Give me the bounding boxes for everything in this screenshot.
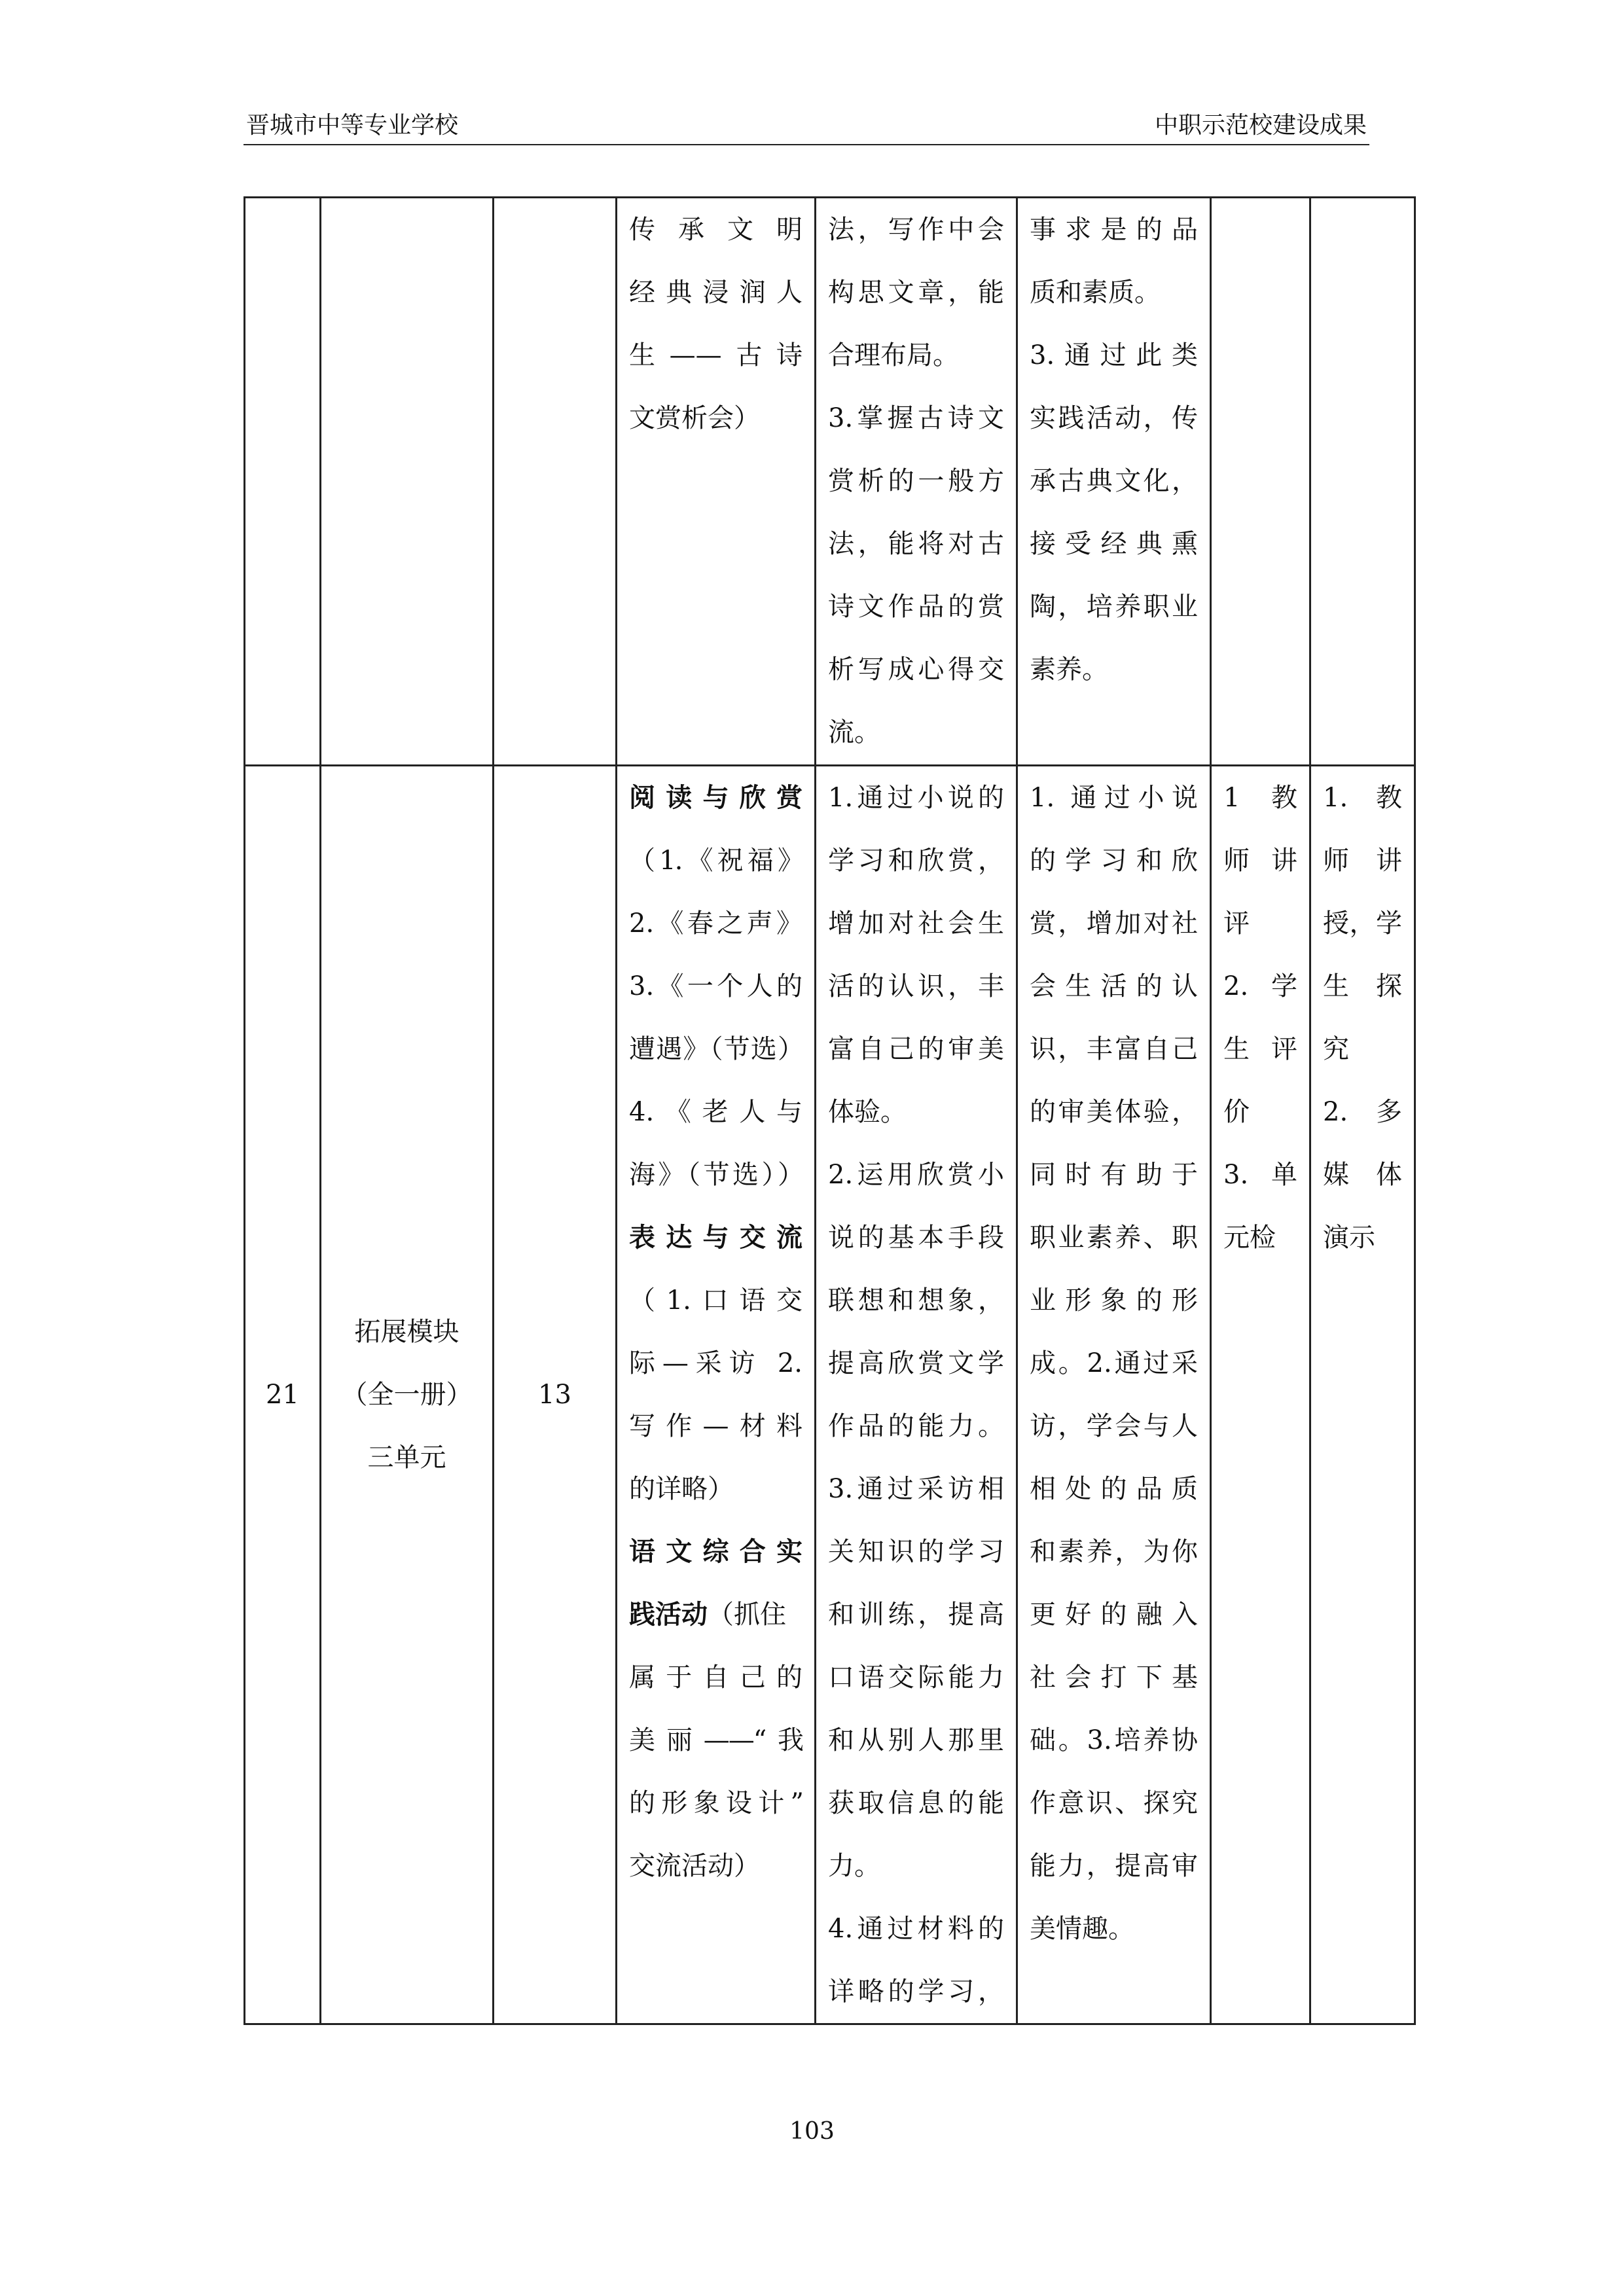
text-line: 1 教 xyxy=(1223,783,1297,813)
text-line: 相处的品质 xyxy=(1030,1474,1198,1504)
cell-module xyxy=(321,198,494,766)
text-line: 增加对社会生 xyxy=(828,908,1004,939)
text-line: 社会打下基 xyxy=(1030,1662,1198,1693)
text-line: 拓展模块 xyxy=(354,1317,460,1347)
text-line: 美情趣。 xyxy=(1030,1914,1134,1944)
text-line: 流。 xyxy=(828,717,880,747)
text-line: 赏析的一般方 xyxy=(828,466,1004,496)
section-heading: 阅读与欣赏 xyxy=(629,782,803,813)
cell-no xyxy=(245,198,321,766)
text-line: 究 xyxy=(1323,1034,1349,1064)
text-line: 美丽——“我 xyxy=(629,1725,803,1755)
text-line: （1.《祝福》 xyxy=(629,846,803,876)
cell-goals xyxy=(816,198,1017,766)
text-line: 师讲 xyxy=(1323,846,1402,876)
text-line: 业形象的形 xyxy=(1030,1285,1198,1316)
text-line: 访，学会与人 xyxy=(1030,1411,1198,1441)
text-line: 析写成心得交 xyxy=(828,655,1004,685)
cell-hours: 13 xyxy=(494,766,617,2024)
text-line: 获取信息的能 xyxy=(828,1788,1004,1818)
text-line: 诗文作品的赏 xyxy=(828,592,1004,622)
page-number: 103 xyxy=(789,2118,835,2145)
text-line: 提高欣赏文学 xyxy=(828,1348,1004,1378)
text-line: 识，丰富自己 xyxy=(1030,1034,1198,1064)
text-line: 关知识的学习 xyxy=(828,1537,1004,1567)
section-heading: 语文综合实 xyxy=(629,1536,803,1567)
text-line: 师讲 xyxy=(1223,846,1297,876)
text-line: 事求是的品 xyxy=(1030,215,1198,245)
cell-evaluation xyxy=(1211,198,1310,766)
text-line: 1. 通过小说 xyxy=(1030,783,1198,813)
text-line: 的学习和欣 xyxy=(1030,846,1198,876)
text-line: 和训练，提高 xyxy=(828,1600,1004,1630)
cell-module xyxy=(321,766,494,2024)
text-line: 3.单 xyxy=(1223,1160,1297,1190)
text-line: 体验。 xyxy=(828,1097,907,1127)
cell-quality xyxy=(1017,766,1211,2024)
text-line: 能力，提高审 xyxy=(1030,1851,1198,1881)
text-line: 的形象设计” xyxy=(629,1788,803,1818)
text-line: 文赏析会） xyxy=(629,403,760,433)
text-fragment: （抓住 xyxy=(708,1600,786,1630)
text-line: 富自己的审美 xyxy=(828,1034,1004,1064)
text-line: 媒体 xyxy=(1323,1160,1402,1190)
text-line: 会生活的认 xyxy=(1030,971,1198,1001)
text-line: 2.多 xyxy=(1323,1097,1402,1127)
text-line: 际—采访 2. xyxy=(629,1348,803,1378)
text-line: 合理布局。 xyxy=(828,340,959,370)
text-line: 作意识、探究 xyxy=(1030,1788,1198,1818)
text-line: 法，写作中会 xyxy=(828,215,1004,245)
text-line: 法，能将对古 xyxy=(828,529,1004,559)
cell-quality xyxy=(1017,198,1211,766)
text-line: 口语交际能力 xyxy=(828,1662,1004,1693)
text-line: 详略的学习， xyxy=(828,1977,1004,2007)
text-line: 授，学 xyxy=(1323,908,1402,939)
text-line: 接受经典熏 xyxy=(1030,529,1198,559)
text-line xyxy=(629,1583,803,1646)
text-line: 同时有助于 xyxy=(1030,1160,1198,1190)
text-line: 演示 xyxy=(1323,1223,1375,1253)
text-line: （1.口语交 xyxy=(629,1285,803,1316)
section-heading: 表达与交流 xyxy=(629,1222,803,1253)
text-line: 交流活动） xyxy=(629,1851,760,1881)
cell-method xyxy=(1310,198,1415,766)
text-line: 价 xyxy=(1223,1097,1250,1127)
text-line: 生评 xyxy=(1223,1034,1297,1064)
text-line: 三单元 xyxy=(367,1443,446,1473)
text-line: 承古典文化， xyxy=(1030,466,1198,496)
text-line: 4.通过材料的 xyxy=(828,1914,1004,1944)
page-header xyxy=(244,113,1369,145)
text-line: 元检 xyxy=(1223,1223,1276,1253)
curriculum-table xyxy=(244,196,1416,2025)
text-line: 评 xyxy=(1223,908,1250,939)
text-line: 1.通过小说的 xyxy=(828,783,1004,813)
text-line: 遭遇》（节选） xyxy=(629,1034,803,1064)
table-row xyxy=(245,766,1415,2024)
text-line: 力。 xyxy=(828,1851,880,1881)
text-line: 联想和想象， xyxy=(828,1285,1004,1316)
text-line: 实践活动，传 xyxy=(1030,403,1198,433)
text-line: 的详略） xyxy=(629,1474,734,1504)
text-line: 质和素质。 xyxy=(1030,278,1161,308)
text-line: 活的认识，丰 xyxy=(828,971,1004,1001)
cell-goals xyxy=(816,766,1017,2024)
text-line: 成。2.通过采 xyxy=(1030,1348,1198,1378)
document-title: 中职示范校建设成果 xyxy=(1154,112,1367,139)
text-line: 3.掌握古诗文 xyxy=(828,403,1004,433)
text-line: 经典浸润人 xyxy=(629,278,803,308)
cell-method xyxy=(1310,766,1415,2024)
text-line: 生——古诗 xyxy=(629,340,803,370)
text-line: 3.通过此类 xyxy=(1030,340,1198,370)
text-line: 更好的融入 xyxy=(1030,1600,1198,1630)
text-line: 赏，增加对社 xyxy=(1030,908,1198,939)
text-line: 和素养，为你 xyxy=(1030,1537,1198,1567)
text-line: 2.运用欣赏小 xyxy=(828,1160,1004,1190)
cell-content xyxy=(617,766,816,2024)
section-heading: 践活动 xyxy=(629,1599,708,1630)
text-line: 础。3.培养协 xyxy=(1030,1725,1198,1755)
text-line: 和从别人那里 xyxy=(828,1725,1004,1755)
text-line: 职业素养、职 xyxy=(1030,1223,1198,1253)
text-line: 说的基本手段 xyxy=(828,1223,1004,1253)
text-line: 1.教 xyxy=(1323,783,1402,813)
text-line: 传承文明 xyxy=(629,215,803,245)
table-row xyxy=(245,198,1415,766)
text-line: 素养。 xyxy=(1030,655,1108,685)
text-line: 3.《一个人的 xyxy=(629,971,803,1001)
text-line: 写作—材料 xyxy=(629,1411,803,1441)
text-line: （全一册） xyxy=(341,1380,473,1410)
text-line: 3.通过采访相 xyxy=(828,1474,1004,1504)
text-line: 的审美体验， xyxy=(1030,1097,1198,1127)
text-line: 陶，培养职业 xyxy=(1030,592,1198,622)
text-line: 2.学 xyxy=(1223,971,1297,1001)
text-line: 作品的能力。 xyxy=(828,1411,1004,1441)
text-line: 2.《春之声》 xyxy=(629,908,803,939)
text-line: 生探 xyxy=(1323,971,1402,1001)
text-line: 4.《老人与 xyxy=(629,1097,803,1127)
cell-hours xyxy=(494,198,617,766)
cell-content xyxy=(617,198,816,766)
school-name: 晋城市中等专业学校 xyxy=(246,112,459,139)
cell-no: 21 xyxy=(245,766,321,2024)
text-line: 属于自己的 xyxy=(629,1662,803,1693)
text-line: 学习和欣赏， xyxy=(828,846,1004,876)
text-line: 海》（节选）） xyxy=(629,1160,803,1190)
text-line: 构思文章，能 xyxy=(828,278,1004,308)
cell-evaluation xyxy=(1211,766,1310,2024)
